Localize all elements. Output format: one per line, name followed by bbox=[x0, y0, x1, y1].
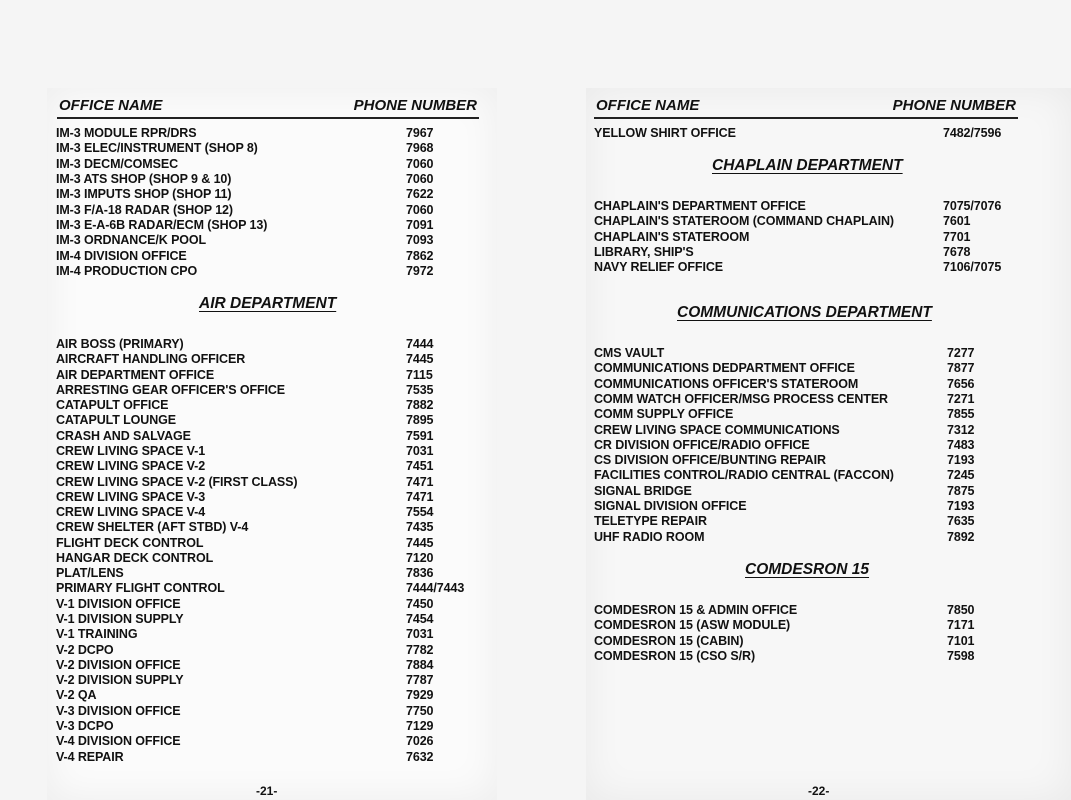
phone-number: 7968 bbox=[406, 141, 434, 156]
phone-number: 7445 bbox=[406, 535, 434, 550]
directory-row bbox=[56, 126, 486, 141]
office-name: V-4 DIVISION OFFICE bbox=[56, 734, 181, 749]
office-name: COMM SUPPLY OFFICE bbox=[594, 407, 734, 422]
phone-number: 7554 bbox=[406, 505, 434, 520]
phone-number: 7929 bbox=[406, 688, 434, 703]
office-name: PRIMARY FLIGHT CONTROL bbox=[56, 581, 225, 596]
directory-row bbox=[594, 634, 1034, 649]
office-name: AIR BOSS (PRIMARY) bbox=[56, 337, 184, 351]
directory-row bbox=[56, 704, 486, 719]
office-name: CRASH AND SALVAGE bbox=[56, 428, 191, 443]
office-name: V-2 DCPO bbox=[56, 642, 114, 657]
phone-number: 7622 bbox=[406, 187, 434, 202]
office-name: YELLOW SHIRT OFFICE bbox=[594, 126, 736, 140]
section-title-comdesron-15: COMDESRON 15 bbox=[745, 561, 870, 578]
phone-number: 7060 bbox=[406, 156, 434, 171]
directory-row bbox=[56, 203, 486, 218]
directory-row bbox=[56, 490, 486, 505]
section-title-chaplain-department: CHAPLAIN DEPARTMENT bbox=[712, 157, 903, 174]
directory-row bbox=[594, 423, 1034, 438]
phone-number: 7836 bbox=[406, 566, 434, 581]
office-name: LIBRARY, SHIP'S bbox=[594, 244, 694, 259]
office-name: TELETYPE REPAIR bbox=[594, 514, 707, 529]
directory-row bbox=[56, 658, 486, 673]
directory-row bbox=[594, 361, 1034, 376]
directory-row bbox=[56, 413, 486, 428]
phone-number: 7884 bbox=[406, 657, 434, 672]
office-name: COMDESRON 15 (ASW MODULE) bbox=[594, 618, 791, 633]
phone-number: 7678 bbox=[943, 244, 971, 259]
phone-number: 7120 bbox=[406, 550, 434, 565]
directory-row bbox=[56, 627, 486, 642]
directory-row bbox=[56, 337, 486, 352]
directory-row bbox=[56, 157, 486, 172]
phone-number: 7060 bbox=[406, 202, 434, 217]
phone-number: 7093 bbox=[406, 233, 434, 248]
office-name: HANGAR DECK CONTROL bbox=[56, 550, 214, 565]
directory-row bbox=[594, 603, 1034, 618]
directory-row bbox=[594, 346, 1034, 361]
phone-number: 7635 bbox=[947, 514, 975, 529]
directory-row bbox=[56, 264, 486, 279]
directory-row bbox=[594, 230, 1034, 245]
directory-row bbox=[56, 398, 486, 413]
office-name: IM-3 F/A-18 RADAR (SHOP 12) bbox=[56, 202, 233, 217]
phone-number: 7277 bbox=[947, 346, 975, 360]
office-name: V-4 REPAIR bbox=[56, 749, 124, 764]
directory-row bbox=[594, 499, 1034, 514]
directory-row bbox=[56, 581, 486, 596]
office-name: CS DIVISION OFFICE/BUNTING REPAIR bbox=[594, 453, 826, 468]
directory-row bbox=[56, 643, 486, 658]
phone-number: 7482/7596 bbox=[943, 126, 1002, 140]
office-name: FACILITIES CONTROL/RADIO CENTRAL (FACCON) bbox=[594, 468, 894, 483]
phone-number: 7435 bbox=[406, 520, 434, 535]
directory-row bbox=[594, 126, 1034, 141]
phone-number: 7895 bbox=[406, 413, 434, 428]
phone-number: 7193 bbox=[947, 499, 975, 513]
phone-number: 7877 bbox=[947, 361, 975, 376]
office-name: CREW LIVING SPACE V-3 bbox=[56, 489, 206, 504]
directory-row bbox=[56, 734, 486, 749]
office-name: CREW LIVING SPACE V-2 (FIRST CLASS) bbox=[56, 474, 298, 489]
phone-number: 7454 bbox=[406, 612, 434, 627]
phone-number: 7967 bbox=[406, 126, 434, 140]
office-name: SIGNAL BRIDGE bbox=[594, 483, 692, 498]
phone-number: 7060 bbox=[406, 172, 434, 187]
phone-number: 7855 bbox=[947, 407, 975, 422]
office-name: CREW LIVING SPACE COMMUNICATIONS bbox=[594, 422, 840, 437]
directory-row bbox=[594, 453, 1034, 468]
directory-row bbox=[56, 218, 486, 233]
office-name: ARRESTING GEAR OFFICER'S OFFICE bbox=[56, 382, 286, 397]
office-name: CR DIVISION OFFICE/RADIO OFFICE bbox=[594, 437, 810, 452]
section-title-air-department: AIR DEPARTMENT bbox=[199, 295, 337, 312]
office-name: CHAPLAIN'S STATEROOM bbox=[594, 229, 750, 244]
office-name: V-2 QA bbox=[56, 688, 97, 703]
office-name: CREW SHELTER (AFT STBD) V-4 bbox=[56, 520, 249, 535]
office-name-header: OFFICE NAME bbox=[596, 97, 700, 114]
phone-number: 7471 bbox=[406, 474, 434, 489]
office-name: V-1 DIVISION SUPPLY bbox=[56, 612, 184, 627]
phone-number: 7091 bbox=[406, 218, 434, 233]
phone-number: 7598 bbox=[947, 648, 975, 663]
phone-number: 7031 bbox=[406, 627, 434, 642]
office-name: AIR DEPARTMENT OFFICE bbox=[56, 367, 215, 382]
office-name: IM-3 IMPUTS SHOP (SHOP 11) bbox=[56, 187, 232, 202]
office-name: CHAPLAIN'S STATEROOM (COMMAND CHAPLAIN) bbox=[594, 214, 894, 229]
office-name: V-2 DIVISION OFFICE bbox=[56, 657, 181, 672]
office-name: CREW LIVING SPACE V-1 bbox=[56, 443, 206, 458]
directory-row bbox=[56, 459, 486, 474]
phone-number: 7115 bbox=[406, 367, 433, 382]
directory-row bbox=[56, 141, 486, 156]
page-number: -22- bbox=[808, 784, 830, 798]
office-name: COMDESRON 15 (CABIN) bbox=[594, 633, 744, 648]
office-name: CREW LIVING SPACE V-4 bbox=[56, 505, 206, 520]
office-name: COMDESRON 15 & ADMIN OFFICE bbox=[594, 603, 798, 617]
right-column-header bbox=[594, 97, 1018, 119]
phone-number: 7026 bbox=[406, 734, 434, 749]
phone-number: 7591 bbox=[406, 428, 434, 443]
office-name: V-1 DIVISION OFFICE bbox=[56, 596, 181, 611]
phone-number: 7892 bbox=[947, 529, 975, 544]
phone-number: 7483 bbox=[947, 437, 975, 452]
office-name: IM-3 DECM/COMSEC bbox=[56, 156, 179, 171]
phone-number: 7632 bbox=[406, 749, 434, 764]
phone-number: 7444 bbox=[406, 337, 434, 351]
phone-number: 7862 bbox=[406, 248, 434, 263]
directory-row bbox=[56, 444, 486, 459]
phone-number: 7656 bbox=[947, 376, 975, 391]
phone-number: 7171 bbox=[947, 618, 975, 633]
phone-number: 7031 bbox=[406, 443, 434, 458]
directory-row bbox=[594, 245, 1034, 260]
phone-number: 7445 bbox=[406, 352, 434, 367]
directory-row bbox=[56, 673, 486, 688]
office-name: V-2 DIVISION SUPPLY bbox=[56, 673, 184, 688]
directory-row bbox=[56, 475, 486, 490]
office-name: IM-4 PRODUCTION CPO bbox=[56, 264, 198, 279]
office-name: SIGNAL DIVISION OFFICE bbox=[594, 499, 747, 513]
page-number: -21- bbox=[256, 784, 278, 798]
office-name: V-1 TRAINING bbox=[56, 627, 138, 642]
directory-row bbox=[594, 468, 1034, 483]
office-name: CATAPULT LOUNGE bbox=[56, 413, 177, 428]
directory-row bbox=[56, 368, 486, 383]
phone-number-header: PHONE NUMBER bbox=[353, 97, 477, 114]
directory-row bbox=[56, 750, 486, 765]
phone-number: 7106/7075 bbox=[943, 260, 1002, 275]
directory-row bbox=[594, 260, 1034, 275]
office-name-header: OFFICE NAME bbox=[59, 97, 163, 114]
office-name: V-3 DCPO bbox=[56, 719, 114, 733]
office-name: V-3 DIVISION OFFICE bbox=[56, 703, 181, 718]
phone-number: 7850 bbox=[947, 603, 975, 617]
phone-number: 7601 bbox=[943, 214, 971, 229]
office-name: IM-3 E-A-6B RADAR/ECM (SHOP 13) bbox=[56, 218, 268, 233]
office-name: CATAPULT OFFICE bbox=[56, 398, 169, 413]
office-name: IM-4 DIVISION OFFICE bbox=[56, 248, 187, 263]
phone-number: 7451 bbox=[406, 459, 434, 474]
office-name: CREW LIVING SPACE V-2 bbox=[56, 459, 206, 474]
directory-row bbox=[56, 187, 486, 202]
phone-number: 7271 bbox=[947, 391, 975, 406]
office-name: COMMUNICATIONS DEDPARTMENT OFFICE bbox=[594, 361, 855, 376]
directory-row bbox=[56, 566, 486, 581]
office-name: UHF RADIO ROOM bbox=[594, 529, 705, 544]
directory-row bbox=[594, 199, 1034, 214]
directory-row bbox=[56, 383, 486, 398]
directory-row bbox=[594, 392, 1034, 407]
office-name: IM-3 MODULE RPR/DRS bbox=[56, 126, 197, 140]
left-column-header bbox=[57, 97, 479, 119]
directory-row bbox=[56, 597, 486, 612]
directory-row bbox=[56, 505, 486, 520]
directory-row bbox=[56, 352, 486, 367]
right-page bbox=[586, 88, 1071, 800]
phone-number: 7535 bbox=[406, 382, 434, 397]
office-name: COMDESRON 15 (CSO S/R) bbox=[594, 648, 756, 663]
directory-row bbox=[594, 484, 1034, 499]
office-name: IM-3 ELEC/INSTRUMENT (SHOP 8) bbox=[56, 141, 258, 156]
directory-row bbox=[594, 214, 1034, 229]
phone-number: 7193 bbox=[947, 453, 975, 468]
office-name: CMS VAULT bbox=[594, 346, 665, 360]
directory-row bbox=[594, 649, 1034, 664]
directory-row bbox=[594, 377, 1034, 392]
phone-number: 7450 bbox=[406, 596, 434, 611]
phone-number: 7444/7443 bbox=[406, 581, 465, 596]
phone-number: 7701 bbox=[943, 229, 971, 244]
directory-row bbox=[56, 551, 486, 566]
directory-row bbox=[594, 514, 1034, 529]
office-name: PLAT/LENS bbox=[56, 566, 124, 581]
phone-number: 7075/7076 bbox=[943, 199, 1002, 213]
office-name: AIRCRAFT HANDLING OFFICER bbox=[56, 352, 246, 367]
office-name: IM-3 ATS SHOP (SHOP 9 & 10) bbox=[56, 172, 232, 187]
directory-row bbox=[56, 429, 486, 444]
office-name: COMM WATCH OFFICER/MSG PROCESS CENTER bbox=[594, 391, 888, 406]
left-page bbox=[47, 88, 497, 800]
phone-number: 7312 bbox=[947, 422, 975, 437]
phone-number: 7882 bbox=[406, 398, 434, 413]
directory-row bbox=[56, 233, 486, 248]
directory-row bbox=[594, 407, 1034, 422]
directory-row bbox=[594, 530, 1034, 545]
directory-row bbox=[56, 719, 486, 734]
phone-number: 7101 bbox=[947, 633, 975, 648]
phone-number: 7787 bbox=[406, 673, 434, 688]
office-name: FLIGHT DECK CONTROL bbox=[56, 535, 204, 550]
phone-number: 7875 bbox=[947, 483, 975, 498]
directory-row bbox=[56, 249, 486, 264]
phone-number-header: PHONE NUMBER bbox=[892, 97, 1016, 114]
directory-row bbox=[56, 520, 486, 535]
phone-number: 7782 bbox=[406, 642, 434, 657]
phone-number: 7750 bbox=[406, 703, 434, 718]
directory-row bbox=[594, 618, 1034, 633]
phone-number: 7245 bbox=[947, 468, 975, 483]
office-name: CHAPLAIN'S DEPARTMENT OFFICE bbox=[594, 199, 806, 213]
directory-row bbox=[56, 172, 486, 187]
phone-number: 7471 bbox=[406, 489, 434, 504]
directory-row bbox=[594, 438, 1034, 453]
phone-number: 7972 bbox=[406, 264, 434, 279]
phone-number: 7129 bbox=[406, 719, 434, 733]
directory-row bbox=[56, 536, 486, 551]
office-name: NAVY RELIEF OFFICE bbox=[594, 260, 723, 275]
office-name: IM-3 ORDNANCE/K POOL bbox=[56, 233, 207, 248]
directory-row bbox=[56, 688, 486, 703]
section-title-communications-department: COMMUNICATIONS DEPARTMENT bbox=[677, 304, 932, 321]
office-name: COMMUNICATIONS OFFICER'S STATEROOM bbox=[594, 376, 859, 391]
directory-row bbox=[56, 612, 486, 627]
